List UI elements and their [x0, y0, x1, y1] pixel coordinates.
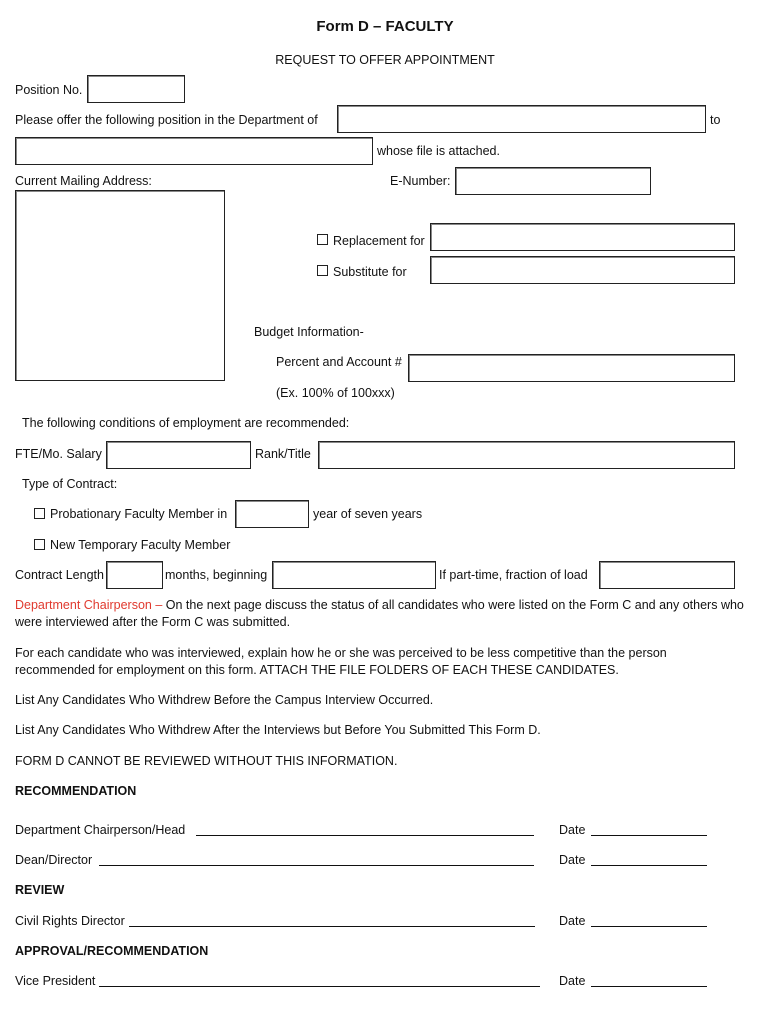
replacement-field[interactable] [430, 223, 735, 251]
substitute-label: Substitute for [333, 265, 407, 279]
file-attached-label: whose file is attached. [377, 144, 500, 158]
contract-length-label: Contract Length [15, 568, 104, 582]
months-beginning-label: months, beginning [165, 568, 268, 582]
department-field[interactable] [337, 105, 706, 133]
withdrew-before-text: List Any Candidates Who Withdrew Before the Campus Interview Occurred. [15, 693, 434, 707]
each-candidate-instruction: For each candidate who was interviewed, explain how he or she was perceived to be less competitive than the person recommended for employment on this form. ATTACH THE FILE FOLDERS OF EACH THESE CANDIDATES. [15, 646, 667, 677]
contract-length-field[interactable] [106, 561, 163, 589]
percent-example: (Ex. 100% of 100xxx) [276, 386, 395, 400]
probationary-checkbox[interactable] [34, 508, 45, 519]
vice-president-signature-line[interactable] [99, 986, 540, 987]
dean-signature-line[interactable] [99, 865, 534, 866]
civil-rights-date-label: Date [559, 914, 586, 928]
substitute-checkbox[interactable] [317, 265, 328, 276]
to-label: to [710, 113, 721, 127]
conditions-label: The following conditions of employment are recommended: [22, 416, 350, 430]
dean-date-line[interactable] [591, 865, 707, 866]
civil-rights-date-line[interactable] [591, 926, 707, 927]
percent-account-field[interactable] [408, 354, 735, 382]
replacement-checkbox[interactable] [317, 234, 328, 245]
percent-account-label: Percent and Account # [276, 355, 402, 369]
probationary-label: Probationary Faculty Member in [50, 507, 228, 521]
replacement-label: Replacement for [333, 234, 425, 248]
chair-instruction-text: On the next page discuss the status of all candidates who were listed on the Form C and any others who were interviewed after the Form C was submitted. [15, 598, 744, 629]
form-subtitle: REQUEST TO OFFER APPOINTMENT [275, 53, 495, 67]
form-title: Form D – FACULTY [316, 18, 454, 35]
fte-salary-field[interactable] [106, 441, 251, 469]
vice-president-date-line[interactable] [591, 986, 707, 987]
mailing-address-field[interactable] [15, 190, 225, 381]
new-temporary-checkbox[interactable] [34, 539, 45, 550]
recommendation-heading: RECOMMENDATION [15, 784, 137, 798]
vice-president-label: Vice President [15, 974, 96, 988]
chair-head-label: Department Chairperson/Head [15, 823, 186, 837]
civil-rights-label: Civil Rights Director [15, 914, 125, 928]
probationary-year-field[interactable] [235, 500, 309, 528]
candidate-name-field[interactable] [15, 137, 373, 165]
beginning-date-field[interactable] [272, 561, 436, 589]
mailing-address-label: Current Mailing Address: [15, 174, 152, 188]
part-time-field[interactable] [599, 561, 735, 589]
vice-president-date-label: Date [559, 974, 586, 988]
rank-title-field[interactable] [318, 441, 735, 469]
fte-salary-label: FTE/Mo. Salary [15, 447, 102, 461]
contract-type-label: Type of Contract: [22, 477, 118, 491]
chair-instruction-label: Department Chairperson – [15, 598, 163, 612]
dean-label: Dean/Director [15, 853, 93, 867]
part-time-label: If part-time, fraction of load [439, 568, 588, 582]
cannot-review-text: FORM D CANNOT BE REVIEWED WITHOUT THIS INFORMATION. [15, 754, 398, 768]
review-heading: REVIEW [15, 883, 65, 897]
position-no-label: Position No. [15, 83, 83, 97]
chair-head-date-label: Date [559, 823, 586, 837]
e-number-field[interactable] [455, 167, 651, 195]
withdrew-after-text: List Any Candidates Who Withdrew After the Interviews but Before You Submitted This Form D. [15, 723, 541, 737]
civil-rights-signature-line[interactable] [129, 926, 535, 927]
chair-instruction [15, 597, 760, 631]
substitute-field[interactable] [430, 256, 735, 284]
e-number-label: E-Number: [390, 174, 451, 188]
position-no-field[interactable] [87, 75, 185, 103]
rank-title-label: Rank/Title [255, 447, 311, 461]
chair-head-signature-line[interactable] [196, 835, 534, 836]
department-prompt: Please offer the following position in the Department of [15, 113, 318, 127]
chair-head-date-line[interactable] [591, 835, 707, 836]
year-of-seven-label: year of seven years [313, 507, 423, 521]
dean-date-label: Date [559, 853, 586, 867]
approval-heading: APPROVAL/RECOMMENDATION [15, 944, 209, 958]
budget-info-label: Budget Information- [254, 325, 364, 339]
new-temporary-label: New Temporary Faculty Member [50, 538, 231, 552]
